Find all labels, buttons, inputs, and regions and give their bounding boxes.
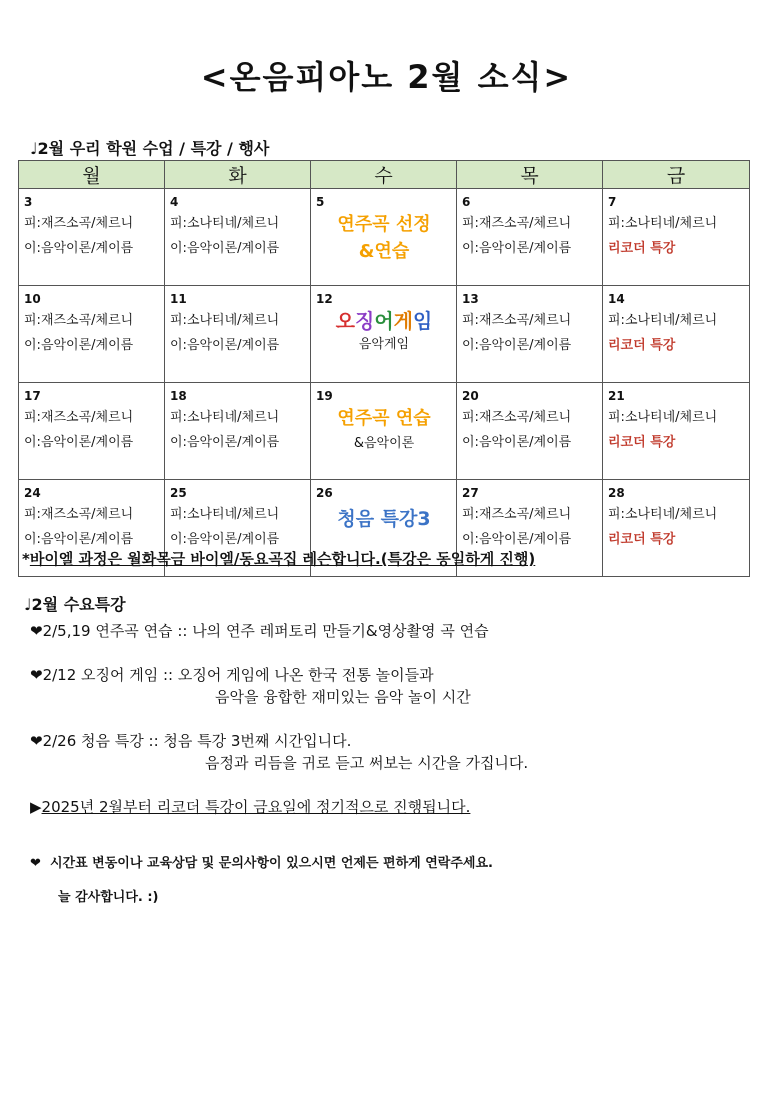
- lesson-theory: 이:음악이론/계이름: [170, 241, 280, 256]
- day-number: 26: [316, 486, 333, 500]
- recorder-class: 리코더 특강: [608, 435, 676, 450]
- arrow-icon: ▶: [30, 798, 42, 816]
- lesson-piano: 피:소나티네/체르니: [608, 313, 718, 328]
- lesson-theory: 이:음악이론/계이름: [24, 532, 134, 547]
- cell-tue: [165, 286, 311, 383]
- day-number: 4: [170, 195, 179, 209]
- cell-tue: [165, 189, 311, 286]
- day-number: 19: [316, 389, 333, 403]
- lesson-piano: 피:재즈소곡/체르니: [462, 410, 572, 425]
- title-char: 게: [393, 309, 413, 333]
- cell-fri: [603, 383, 750, 480]
- day-number: 5: [316, 195, 325, 209]
- wednesday-item-performance: ❤2/5,19 연주곡 연습 :: 나의 연주 레퍼토리 만들기&영상촬영 곡 연습: [30, 622, 489, 640]
- cell-thu: [457, 189, 603, 286]
- calendar-week-row: [19, 286, 750, 383]
- lesson-theory: 이:음악이론/계이름: [170, 435, 280, 450]
- lesson-theory: 이:음악이론/계이름: [462, 532, 572, 547]
- title-char: 오: [335, 309, 355, 333]
- cell-wed: [311, 189, 457, 286]
- lesson-piano: 피:소나티네/체르니: [170, 410, 280, 425]
- special-event-title: 연주곡 연습: [337, 408, 431, 429]
- day-number: 18: [170, 389, 187, 403]
- cell-mon: [19, 383, 165, 480]
- special-event-sub: &연습: [358, 241, 410, 262]
- cell-fri: [603, 286, 750, 383]
- cell-mon: [19, 286, 165, 383]
- lesson-piano: 피:재즈소곡/체르니: [24, 216, 134, 231]
- day-number: 21: [608, 389, 625, 403]
- day-number: 14: [608, 292, 625, 306]
- lesson-piano: 피:소나티네/체르니: [608, 410, 718, 425]
- wednesday-item-ear-training-detail: 음정과 리듬을 귀로 듣고 써보는 시간을 가집니다.: [205, 754, 529, 772]
- title-char: 임: [412, 309, 433, 333]
- day-number: 17: [24, 389, 41, 403]
- special-event-sub: &음악이론: [353, 436, 415, 451]
- day-number: 27: [462, 486, 479, 500]
- recorder-class: 리코더 특강: [608, 338, 676, 353]
- squid-game-title: [316, 308, 452, 335]
- header-mon: 월: [19, 161, 165, 189]
- lesson-piano: 피:재즈소곡/체르니: [462, 507, 572, 522]
- note-asterisk: *: [22, 550, 30, 568]
- day-number: 7: [608, 195, 617, 209]
- lesson-theory: 이:음악이론/계이름: [462, 338, 572, 353]
- lesson-piano: 피:소나티네/체르니: [170, 313, 280, 328]
- cell-tue: [165, 383, 311, 480]
- day-number: 3: [24, 195, 33, 209]
- lesson-piano: 피:소나티네/체르니: [608, 216, 718, 231]
- day-number: 25: [170, 486, 187, 500]
- cell-fri: [603, 189, 750, 286]
- lesson-piano: 피:재즈소곡/체르니: [462, 313, 572, 328]
- calendar-table: [18, 160, 750, 577]
- recorder-class: 리코더 특강: [608, 241, 676, 256]
- wednesday-item-ear-training: ❤2/26 청음 특강 :: 청음 특강 3번째 시간입니다.: [30, 732, 352, 750]
- day-number: 10: [24, 292, 41, 306]
- recorder-class: 리코더 특강: [608, 532, 676, 547]
- cell-thu: [457, 383, 603, 480]
- calendar-week-row: [19, 383, 750, 480]
- contact-notice: [30, 852, 493, 871]
- lesson-piano: 피:재즈소곡/체르니: [24, 410, 134, 425]
- cell-wed: [311, 286, 457, 383]
- section-heading-wednesday: ♩2월 수요특강: [24, 595, 126, 614]
- header-tue: 화: [165, 161, 311, 189]
- cell-wed: [311, 383, 457, 480]
- day-number: 24: [24, 486, 41, 500]
- special-event-sub: 음악게임: [358, 337, 410, 352]
- day-number: 28: [608, 486, 625, 500]
- lesson-theory: 이:음악이론/계이름: [170, 338, 280, 353]
- note-text: 바이엘 과정은 월화목금 바이엘/동요곡집 레슨합니다.(특강은 동일하게 진행): [29, 550, 536, 568]
- lesson-piano: 피:소나티네/체르니: [170, 507, 280, 522]
- special-event-title: 연주곡 선정: [337, 214, 431, 235]
- day-number: 13: [462, 292, 479, 306]
- lesson-theory: 이:음악이론/계이름: [24, 435, 134, 450]
- title-char: 징: [355, 309, 375, 333]
- page-title: <온음피아노 2월 소식>: [200, 58, 573, 96]
- wednesday-item-squid-game: ❤2/12 오징어 게임 :: 오징어 게임에 나온 한국 전통 놀이들과: [30, 666, 434, 684]
- cell-fri: [603, 480, 750, 577]
- lesson-piano: 피:소나티네/체르니: [170, 216, 280, 231]
- bayer-course-note: [22, 548, 535, 569]
- special-event-title: 청음 특강3: [337, 508, 431, 530]
- day-number: 6: [462, 195, 471, 209]
- calendar-week-row: [19, 189, 750, 286]
- heart-icon: ❤: [30, 856, 41, 871]
- section-heading-schedule: ♩2월 우리 학원 수업 / 특강 / 행사: [30, 139, 270, 158]
- thanks-text: 늘 감사합니다. :): [58, 890, 159, 905]
- lesson-piano: 피:재즈소곡/체르니: [24, 507, 134, 522]
- recorder-announcement-text: 2025년 2월부터 리코더 특강이 금요일에 정기적으로 진행됩니다.: [41, 798, 471, 816]
- cell-mon: [19, 189, 165, 286]
- lesson-theory: 이:음악이론/계이름: [24, 338, 134, 353]
- day-number: 20: [462, 389, 479, 403]
- lesson-theory: 이:음악이론/계이름: [462, 241, 572, 256]
- lesson-piano: 피:재즈소곡/체르니: [24, 313, 134, 328]
- contact-text: 시간표 변동이나 교육상담 및 문의사항이 있으시면 언제든 편하게 연락주세요.: [49, 856, 493, 871]
- day-number: 12: [316, 292, 333, 306]
- header-fri: 금: [603, 161, 750, 189]
- lesson-piano: 피:소나티네/체르니: [608, 507, 718, 522]
- lesson-theory: 이:음악이론/계이름: [462, 435, 572, 450]
- header-thu: 목: [457, 161, 603, 189]
- day-number: 11: [170, 292, 187, 306]
- title-char: 어: [374, 309, 394, 333]
- lesson-theory: 이:음악이론/계이름: [170, 532, 280, 547]
- cell-thu: [457, 286, 603, 383]
- calendar-header-row: [19, 161, 750, 189]
- header-wed: 수: [311, 161, 457, 189]
- recorder-announcement: [30, 796, 470, 817]
- lesson-theory: 이:음악이론/계이름: [24, 241, 134, 256]
- wednesday-item-squid-game-detail: 음악을 융합한 재미있는 음악 놀이 시간: [215, 688, 471, 706]
- lesson-piano: 피:재즈소곡/체르니: [462, 216, 572, 231]
